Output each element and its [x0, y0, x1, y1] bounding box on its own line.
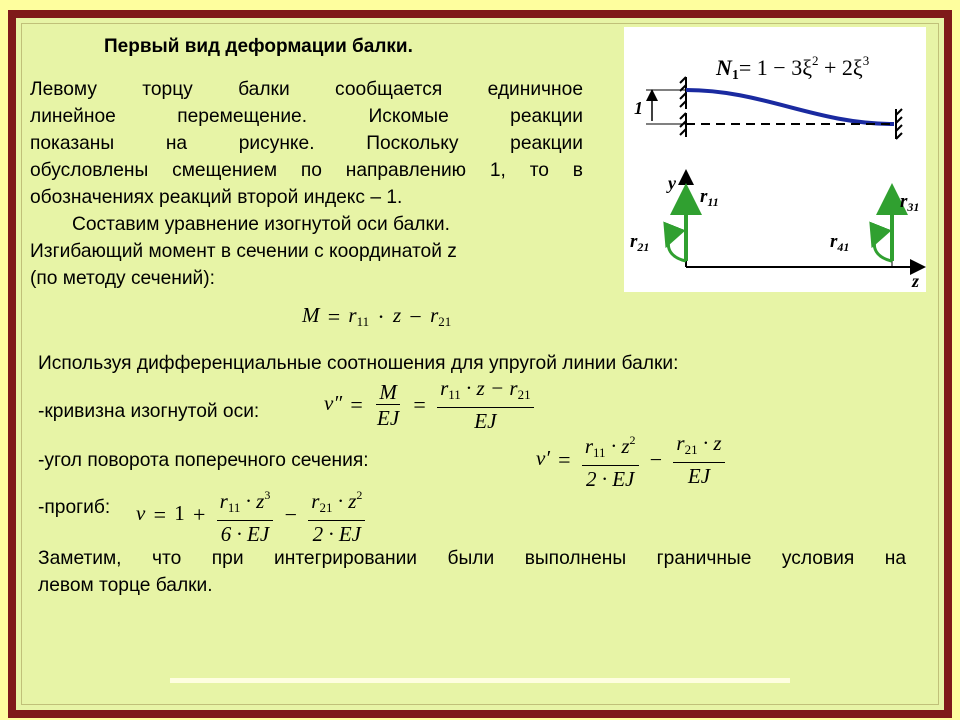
paragraph-line: линейное перемещение. Искомые реакции	[30, 106, 583, 127]
left-support-bottom	[680, 113, 686, 137]
moment-formula: $M = r_{11} \cdot z - r_{21}$	[302, 303, 452, 330]
formula-symbol: v′	[536, 445, 550, 470]
r41-label: $r_{41}$	[830, 231, 850, 254]
angle-label: -угол поворота поперечного сечения:	[38, 450, 369, 471]
paragraph-line: Составим уравнение изогнутой оси балки.	[72, 214, 450, 235]
fraction-denominator: 2 · EJ	[585, 467, 635, 491]
intro-line: Используя дифференциальные соотношения для упругой линии балки:	[38, 353, 679, 374]
paragraph-line: обусловлены смещением по направлению 1, то в	[30, 160, 583, 181]
formula-symbol: z	[392, 303, 402, 327]
formula-number: 1	[174, 500, 185, 525]
page-title: Первый вид деформации балки.	[104, 36, 413, 57]
r41-arrow	[874, 237, 892, 261]
formula-symbol: v	[136, 500, 146, 525]
fraction-denominator: EJ	[474, 409, 497, 433]
formula-index: 21	[438, 314, 452, 329]
r11-label: $r_{11}$	[700, 186, 719, 209]
curvature-formula: v″ = $\frac{M}{EJ}$ = $\frac{r_{11} \cdot z - r_{21}}{EJ}$	[324, 376, 537, 434]
paragraph-line: обозначениях реакций второй индекс – 1.	[30, 187, 403, 208]
formula-operator: =	[327, 304, 341, 330]
formula-symbol: M	[302, 303, 320, 327]
fraction-denominator: EJ	[687, 464, 711, 488]
paragraph-line: показаны на рисунке. Поскольку реакции	[30, 133, 583, 154]
right-support	[896, 109, 902, 139]
deformed-beam	[686, 90, 894, 124]
r31-label: $r_{31}$	[900, 191, 920, 214]
z-axis-label: z	[912, 271, 920, 291]
displacement-label: 1	[634, 98, 643, 118]
fraction-numerator: M	[376, 380, 400, 405]
conclusion-line: Заметим, что при интегрировании были выполнены граничные условия на	[38, 548, 906, 569]
paragraph-line: (по методу сечений):	[30, 268, 215, 289]
beam-diagram-svg	[624, 27, 926, 292]
paragraph-line: Левому торцу балки сообщается единичное	[30, 79, 583, 100]
bottom-decorative-bar	[170, 678, 790, 683]
n1-formula: $N1= 1 - 3\xi^2 + 2\xi^3$	[716, 53, 870, 83]
curvature-label: -кривизна изогнутой оси:	[38, 401, 260, 422]
fraction-denominator: EJ	[377, 405, 400, 430]
y-axis-label: y	[668, 173, 676, 193]
formula-symbol: v″	[324, 390, 343, 415]
r21-arrow	[668, 237, 686, 261]
fraction-denominator: 6 · EJ	[220, 522, 270, 546]
angle-formula: v′ = $\frac{r_{11} \cdot z^2}{2 \cdot EJ}$ − $\frac{r_{21} \cdot z}{EJ}$	[536, 428, 728, 492]
conclusion-line: левом торце балки.	[38, 575, 213, 596]
deflection-formula: v = 1 + $\frac{r_{11} \cdot z^3}{6 \cdot EJ}$ − $\frac{r_{21} \cdot z^2}{2 \cdot EJ}$	[136, 483, 368, 547]
left-support-top	[680, 77, 686, 109]
formula-symbol: r	[348, 303, 357, 327]
formula-symbol: r	[430, 303, 439, 327]
formula-index: 11	[356, 314, 370, 329]
beam-diagram	[624, 27, 926, 292]
r21-label: $r_{21}$	[630, 231, 650, 254]
fraction-denominator: 2 · EJ	[312, 522, 362, 546]
deflection-label: -прогиб:	[38, 497, 111, 518]
paragraph-line: Изгибающий момент в сечении с координатой z	[30, 241, 457, 262]
